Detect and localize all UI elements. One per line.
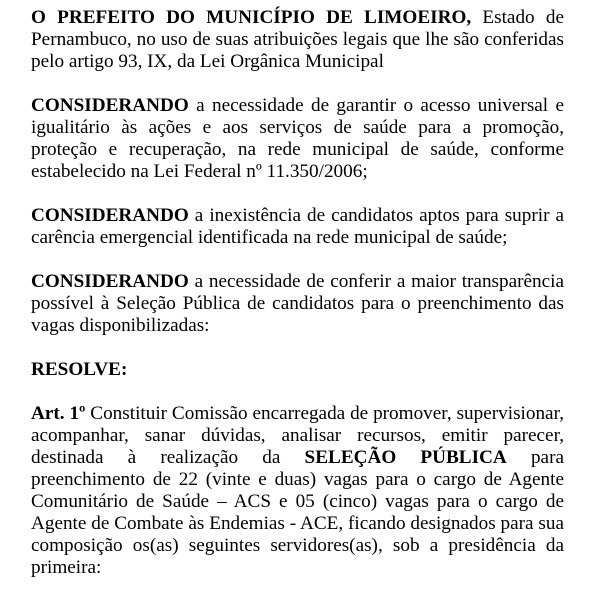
article-emphasis: SELEÇÃO PÚBLICA — [304, 447, 507, 468]
decree-document — [31, 7, 564, 579]
consideration-keyword: CONSIDERANDO — [31, 205, 189, 226]
article-text-after: para preenchimento de 22 (vinte e duas) vagas para o cargo de Agente Comunitário de Saúde – ACS e 05 (cinco) vagas para o cargo de Agente de Combate às Endemias - ACE, ficando designados para sua composição os(as) seguintes servidores(as), sob a presidência da primeira: — [31, 447, 564, 578]
article-text-before: Constituir Comissão encarregada de promover, supervisionar, acompanhar, sanar dúvidas, analisar recursos, emitir parecer, destinada à realização da — [31, 403, 564, 468]
consideration-text: a necessidade de conferir a maior transparência possível à Seleção Pública de candidatos para o preenchimento das vagas disponibilizadas: — [31, 271, 564, 336]
article-label: Art. 1º — [31, 403, 86, 424]
article-1-paragraph — [31, 403, 564, 579]
resolve-heading: RESOLVE: — [31, 359, 128, 380]
consideration-text: a necessidade de garantir o acesso universal e igualitário às ações e aos serviços de saúde para a promoção, proteção e recuperação, na rede municipal de saúde, conforme estabelecido na Lei Federal nº 11.350/2006; — [31, 95, 564, 182]
intro-paragraph — [31, 7, 564, 73]
consideration-text: a inexistência de candidatos aptos para suprir a carência emergencial identificada na rede municipal de saúde; — [31, 205, 564, 248]
consideration-keyword: CONSIDERANDO — [31, 271, 189, 292]
consideration-paragraph-3 — [31, 271, 564, 337]
authority-title: O PREFEITO DO MUNICÍPIO DE LIMOEIRO, — [31, 7, 472, 28]
consideration-paragraph-2 — [31, 205, 564, 249]
consideration-keyword: CONSIDERANDO — [31, 95, 189, 116]
consideration-paragraph-1 — [31, 95, 564, 183]
intro-text: Estado de Pernambuco, no uso de suas atribuições legais que lhe são conferidas pelo artigo 93, IX, da Lei Orgânica Municipal — [31, 7, 564, 72]
